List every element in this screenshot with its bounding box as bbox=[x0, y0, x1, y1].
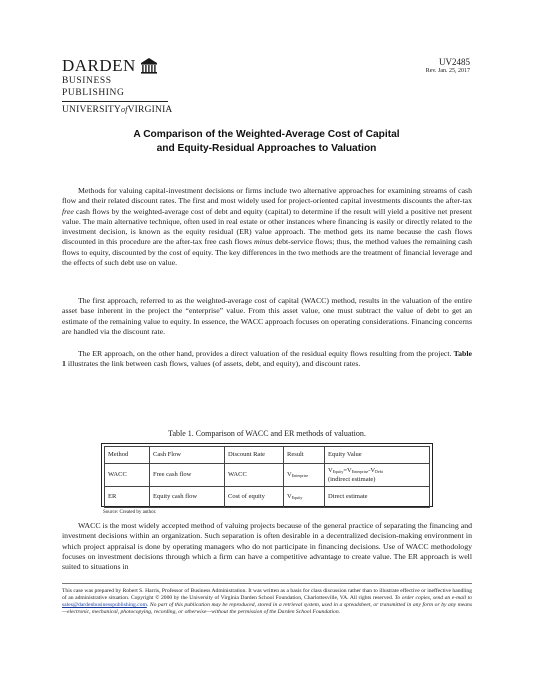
cell-method: ER bbox=[105, 487, 150, 508]
title-line-2: and Equity-Residual Approaches to Valuation bbox=[156, 143, 377, 154]
sales-email-link[interactable]: sales@dardenbusinesspublishing.com bbox=[62, 602, 147, 608]
revision-date: Rev. Jan. 25, 2017 bbox=[425, 68, 470, 74]
darden-logo bbox=[62, 56, 172, 116]
comparison-table bbox=[104, 446, 430, 508]
footnote-divider bbox=[62, 583, 472, 584]
cell-result: $V_{Equity}$ bbox=[284, 487, 325, 508]
rotunda-icon bbox=[140, 56, 158, 74]
comparison-table-frame bbox=[101, 443, 433, 507]
header-discount-rate: Discount Rate bbox=[225, 447, 284, 464]
cell-cash-flow: Free cash flow bbox=[150, 464, 225, 487]
logo-business-publishing: BUSINESS PUBLISHING bbox=[62, 76, 125, 98]
cell-method: WACC bbox=[105, 464, 150, 487]
document-id-block bbox=[426, 57, 470, 75]
logo-university-of-virginia: UNIVERSITYofVIRGINIA bbox=[62, 105, 173, 115]
document-title bbox=[60, 128, 473, 156]
copyright-footnote: This case was prepared by Robert S. Harris, Professor of Business Administration. It was written as a basis for class discussion rather than to illustrate effective or ineffective handling of an administrative situation. Copyright © 2000 by the University of Virginia Darden School Foundation, Charlottesville, VA. All rights reserved. To order copies, send an e-mail to sales@dardenbusinesspublishing.com. No part of this publication may be reproduced, stored in a retrieval system, used in a spreadsheet, or transmitted in any form or by any means—electronic, mechanical, photocopying, recording, or otherwise—without the permission of the Darden School Foundation. bbox=[62, 588, 473, 615]
cell-equity-value: Direct estimate bbox=[325, 487, 430, 508]
table-row bbox=[105, 487, 430, 508]
header-equity-value: Equity Value bbox=[325, 447, 430, 464]
logo-divider bbox=[62, 101, 168, 102]
paragraph-1: Methods for valuing capital-investment decisions or firms include two alternative approaches for examining streams of cash flow and their related discount rates. The first and most widely used for project-oriented capital investments discounts the after-tax free cash flows by the weighted-average cost of debt and equity (capital) to determine if the result will yield a positive net present value. The main alternative technique, often used in real estate or other instances where financing is easily or directly related to the investment decision, is known as the equity residual (ER) value approach. The method gets its name because the cash flows discounted in this procedure are the after-tax free cash flows minus debt-service flows; thus, the method values the remaining cash flows to equity, discounted by the cost of equity. The key differences in the two methods are the treatment of financial leverage and the effects of such debt use on value. bbox=[62, 186, 472, 268]
header-cash-flow: Cash Flow bbox=[150, 447, 225, 464]
table-row bbox=[105, 464, 430, 487]
cell-result: $V_{Enterprise}$ bbox=[284, 464, 325, 487]
table-caption: Table 1. Comparison of WACC and ER methods of valuation. bbox=[168, 429, 366, 438]
paragraph-4: WACC is the most widely accepted method of valuing projects because of the general practice of separating the financing and investment decisions within an organization. Such separation is often desirable in a decentralized decision-making environment in which project appraisal is done by operating managers who do not participate in financing decisions. Use of WACC methodology focuses on investment decisions through which a firm can have a competitive advantage to create value. The ER approach is well suited to situations in bbox=[62, 521, 472, 572]
cell-discount-rate: Cost of equity bbox=[225, 487, 284, 508]
paragraph-2: The first approach, referred to as the weighted-average cost of capital (WACC) method, results in the valuation of the entire asset base inherent in the project the “enterprise” value. From this asset value, one must subtract the value of debt to get an estimate of the remaining value to equity. In essence, the WACC approach focuses on operating considerations. Financing concerns are handled via the discount rate. bbox=[62, 296, 472, 336]
table-header-row bbox=[105, 447, 430, 464]
cell-cash-flow: Equity cash flow bbox=[150, 487, 225, 508]
paragraph-3: The ER approach, on the other hand, provides a direct valuation of the residual equity flows resulting from the project. Table 1 illustrates the link between cash flows, values (of assets, debt, and equity), and discount rates. bbox=[62, 349, 472, 369]
cell-equity-value: $V_{Equity}=V_{Enterprise}-V_{Debt}$ (indirect estimate) bbox=[325, 464, 430, 487]
document-code: UV2485 bbox=[439, 57, 470, 67]
title-line-1: A Comparison of the Weighted-Average Cost of Capital bbox=[133, 129, 400, 140]
cell-discount-rate: WACC bbox=[225, 464, 284, 487]
header-result: Result bbox=[284, 447, 325, 464]
table-source-note: Source: Created by author. bbox=[103, 510, 157, 515]
logo-darden-text: DARDEN bbox=[62, 56, 136, 75]
header-method: Method bbox=[105, 447, 150, 464]
